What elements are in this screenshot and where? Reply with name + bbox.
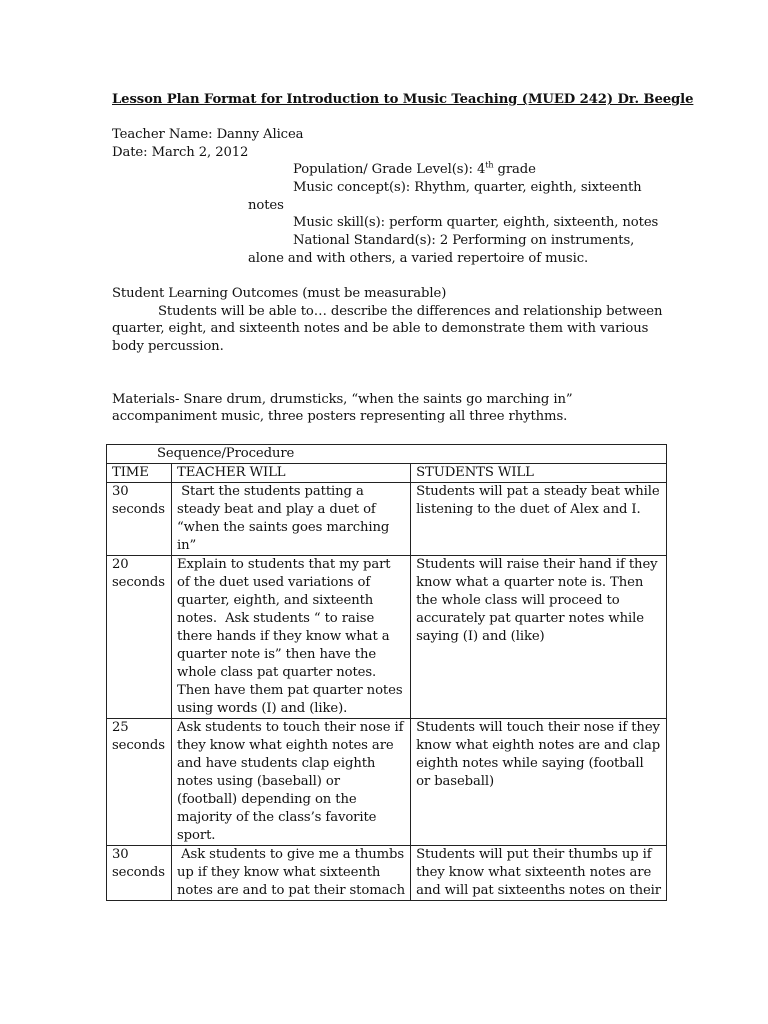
teacher-cell-line: Explain to students that my part [177,557,391,572]
outcomes-heading: Student Learning Outcomes (must be measurable) [112,286,447,301]
students-cell-line: or baseball) [416,774,495,789]
teacher-cell-line: and have students clap eighth [177,756,376,771]
students-cell [411,483,667,556]
outcomes-line2: quarter, eight, and sixteenth notes and be able to demonstrate them with various [112,321,649,336]
teacher-cell [172,483,411,556]
population-grade-level [293,161,536,179]
table-caption-row [107,445,667,464]
time-cell [107,719,172,846]
students-cell [411,556,667,719]
teacher-cell-line: notes. Ask students “ to raise [177,611,375,626]
teacher-cell-line: up if they know what sixteenth [177,865,381,880]
teacher-cell-line: there hands if they know what a [177,629,390,644]
teacher-cell-line: steady beat and play a duet of [177,502,376,517]
teacher-cell-line: using words (I) and (like). [177,701,348,716]
teacher-cell-line: Then have them pat quarter notes [177,683,403,698]
population-ordinal: th [485,160,494,170]
students-cell-line: Students will pat a steady beat while [416,484,660,499]
table-caption: Sequence/Procedure [107,445,667,464]
population-text: Population/ Grade Level(s): 4 [293,162,486,177]
students-cell [411,719,667,846]
music-concept-line2: notes [248,198,284,213]
students-cell-line: the whole class will proceed to [416,593,620,608]
time-cell-line: 30 [112,847,129,862]
teacher-cell-line: sport. [177,828,216,843]
teacher-cell-line: (football) depending on the [177,792,357,807]
students-cell-line: Students will touch their nose if they [416,720,660,735]
header-time: TIME [107,464,172,483]
time-cell-line: seconds [112,502,165,517]
students-cell-line: eighth notes while saying (football [416,756,644,771]
header-teacher-will: TEACHER WILL [172,464,411,483]
materials-line2: accompaniment music, three posters representing all three rhythms. [112,409,568,424]
students-cell-line: know what a quarter note is. Then [416,575,644,590]
teacher-cell-line: notes using (baseball) or [177,774,340,789]
materials-line1: Materials- Snare drum, drumsticks, “when the saints go marching in” [112,392,573,407]
teacher-cell [172,846,411,901]
time-cell-line: seconds [112,575,165,590]
population-suffix: grade [493,162,536,177]
music-skill: Music skill(s): perform quarter, eighth, sixteenth, notes [293,215,659,230]
table-row [107,556,667,719]
teacher-cell-line: quarter, eighth, and sixteenth [177,593,374,608]
time-cell-line: 20 [112,557,129,572]
outcomes-line3: body percussion. [112,339,224,354]
teacher-cell-line: in” [177,538,197,553]
teacher-cell-line: Ask students to touch their nose if [177,720,404,735]
students-cell-line: know what eighth notes are and clap [416,738,661,753]
students-cell-line: Students will raise their hand if they [416,557,658,572]
outcomes-line1: Students will be able to… describe the differences and relationship between [158,304,663,319]
header-students-will: STUDENTS WILL [411,464,667,483]
students-cell-line: they know what sixteenth notes are [416,865,652,880]
teacher-name: Teacher Name: Danny Alicea [112,127,304,142]
teacher-cell-line: of the duet used variations of [177,575,371,590]
time-cell [107,556,172,719]
time-cell [107,483,172,556]
teacher-cell-line: notes are and to pat their stomach [177,883,406,898]
teacher-cell [172,556,411,719]
teacher-cell-line: whole class pat quarter notes. [177,665,377,680]
teacher-cell-line: Ask students to give me a thumbs [177,847,405,862]
time-cell-line: seconds [112,865,165,880]
national-standard-line1: National Standard(s): 2 Performing on instruments, [293,233,635,248]
time-cell-line: 25 [112,720,129,735]
students-cell-line: accurately pat quarter notes while [416,611,644,626]
procedure-table [106,444,667,901]
students-cell-line: listening to the duet of Alex and I. [416,502,641,517]
students-cell-line: Students will put their thumbs up if [416,847,652,862]
teacher-cell-line: Start the students patting a [177,484,364,499]
table-row [107,846,667,901]
teacher-cell-line: they know what eighth notes are [177,738,394,753]
students-cell [411,846,667,901]
students-cell-line: and will pat sixteenths notes on their [416,883,661,898]
lesson-date: Date: March 2, 2012 [112,145,249,160]
table-row [107,719,667,846]
teacher-cell-line: “when the saints goes marching [177,520,390,535]
table-row [107,483,667,556]
teacher-cell-line: majority of the class’s favorite [177,810,377,825]
time-cell-line: seconds [112,738,165,753]
time-cell [107,846,172,901]
table-header-row [107,464,667,483]
time-cell-line: 30 [112,484,129,499]
music-concept-line1: Music concept(s): Rhythm, quarter, eighth, sixteenth [293,180,642,195]
teacher-cell-line: quarter note is” then have the [177,647,377,662]
teacher-cell [172,719,411,846]
national-standard-line2: alone and with others, a varied repertoire of music. [248,251,589,266]
document-title: Lesson Plan Format for Introduction to Music Teaching (MUED 242) Dr. Beegle [112,92,694,107]
students-cell-line: saying (I) and (like) [416,629,545,644]
